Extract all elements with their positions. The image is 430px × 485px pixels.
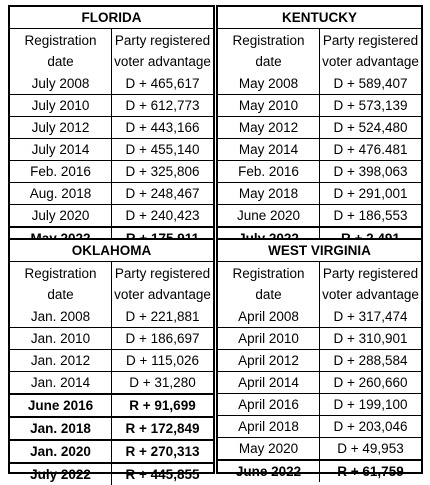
voter-advantage-cell: D + 465,617 bbox=[112, 73, 214, 95]
state-rows bbox=[10, 73, 213, 249]
table-row bbox=[218, 95, 421, 117]
voter-advantage-cell: D + 291,001 bbox=[320, 183, 422, 205]
column-header-date: Registration date bbox=[10, 29, 112, 74]
table-row bbox=[218, 328, 421, 350]
state-title: WEST VIRGINIA bbox=[218, 240, 421, 262]
state-rows bbox=[218, 306, 421, 482]
registration-date-cell: July 2022 bbox=[10, 463, 112, 485]
column-header-date: Registration date bbox=[218, 262, 320, 307]
table-row bbox=[218, 306, 421, 328]
voter-advantage-cell: R + 445,855 bbox=[112, 463, 214, 485]
voter-advantage-cell: D + 476.481 bbox=[320, 139, 422, 161]
registration-date-cell: May 2018 bbox=[218, 183, 320, 205]
table-row bbox=[10, 328, 213, 350]
registration-date-cell: July 2014 bbox=[10, 139, 112, 161]
table-row bbox=[218, 350, 421, 372]
column-header-advantage: Party registered voter advantage bbox=[112, 262, 214, 307]
voter-advantage-cell: D + 186,697 bbox=[112, 328, 214, 350]
registration-date-cell: May 2008 bbox=[218, 73, 320, 95]
registration-date-cell: May 2012 bbox=[218, 117, 320, 139]
registration-date-cell: May 2010 bbox=[218, 95, 320, 117]
state-table-kentucky bbox=[216, 5, 423, 241]
voter-advantage-cell: D + 248,467 bbox=[112, 183, 214, 205]
registration-date-cell: April 2016 bbox=[218, 394, 320, 416]
voter-advantage-cell: R + 172,849 bbox=[112, 417, 214, 440]
voter-advantage-cell: D + 310,901 bbox=[320, 328, 422, 350]
voter-advantage-cell: D + 288,584 bbox=[320, 350, 422, 372]
table-row bbox=[218, 416, 421, 438]
table-row bbox=[218, 183, 421, 205]
table-row bbox=[218, 460, 421, 482]
voter-advantage-cell: D + 443,166 bbox=[112, 117, 214, 139]
voter-advantage-cell: D + 221,881 bbox=[112, 306, 214, 328]
state-table-west-virginia bbox=[216, 238, 423, 479]
table-row bbox=[218, 161, 421, 183]
voter-advantage-cell: D + 325,806 bbox=[112, 161, 214, 183]
state-title: FLORIDA bbox=[10, 7, 213, 29]
state-title: KENTUCKY bbox=[218, 7, 421, 29]
table-row bbox=[218, 438, 421, 461]
voter-advantage-cell: D + 398,063 bbox=[320, 161, 422, 183]
registration-date-cell: April 2014 bbox=[218, 372, 320, 394]
state-rows bbox=[218, 73, 421, 249]
voter-advantage-cell: D + 573,139 bbox=[320, 95, 422, 117]
voter-advantage-cell: R + 91,699 bbox=[112, 394, 214, 417]
registration-date-cell: June 2022 bbox=[218, 460, 320, 482]
voter-advantage-cell: D + 240,423 bbox=[112, 205, 214, 228]
table-row bbox=[10, 350, 213, 372]
state-table-oklahoma bbox=[8, 238, 215, 482]
voter-advantage-cell: D + 199,100 bbox=[320, 394, 422, 416]
registration-date-cell: June 2020 bbox=[218, 205, 320, 228]
table-row bbox=[10, 183, 213, 205]
registration-date-cell: July 2020 bbox=[10, 205, 112, 228]
registration-date-cell: April 2008 bbox=[218, 306, 320, 328]
voter-advantage-cell: D + 317,474 bbox=[320, 306, 422, 328]
registration-date-cell: Jan. 2008 bbox=[10, 306, 112, 328]
voter-advantage-cell: D + 49,953 bbox=[320, 438, 422, 461]
state-table-florida bbox=[8, 5, 215, 241]
table-row bbox=[218, 372, 421, 394]
voter-advantage-cell: D + 524,480 bbox=[320, 117, 422, 139]
table-row bbox=[218, 139, 421, 161]
registration-date-cell: Feb. 2016 bbox=[218, 161, 320, 183]
voter-advantage-cell: D + 186,553 bbox=[320, 205, 422, 228]
table-row bbox=[10, 73, 213, 95]
registration-date-cell: May 2014 bbox=[218, 139, 320, 161]
table-row bbox=[10, 205, 213, 228]
voter-advantage-cell: D + 455,140 bbox=[112, 139, 214, 161]
state-title: OKLAHOMA bbox=[10, 240, 213, 262]
table-row bbox=[10, 440, 213, 463]
registration-date-cell: Jan. 2020 bbox=[10, 440, 112, 463]
table-row bbox=[10, 394, 213, 417]
table-row bbox=[218, 73, 421, 95]
table-row bbox=[10, 372, 213, 395]
registration-date-cell: July 2012 bbox=[10, 117, 112, 139]
voter-advantage-cell: D + 115,026 bbox=[112, 350, 214, 372]
registration-date-cell: April 2018 bbox=[218, 416, 320, 438]
column-header-date: Registration date bbox=[218, 29, 320, 74]
voter-advantage-cell: D + 31,280 bbox=[112, 372, 214, 395]
registration-date-cell: July 2008 bbox=[10, 73, 112, 95]
column-header-date: Registration date bbox=[10, 262, 112, 307]
column-header-advantage: Party registered voter advantage bbox=[320, 29, 422, 74]
table-row bbox=[10, 306, 213, 328]
registration-date-cell: Jan. 2014 bbox=[10, 372, 112, 395]
voter-advantage-cell: D + 612,773 bbox=[112, 95, 214, 117]
registration-date-cell: May 2020 bbox=[218, 438, 320, 461]
registration-date-cell: June 2016 bbox=[10, 394, 112, 417]
table-row bbox=[10, 117, 213, 139]
voter-advantage-cell: D + 260,660 bbox=[320, 372, 422, 394]
table-row bbox=[218, 205, 421, 228]
registration-date-cell: April 2012 bbox=[218, 350, 320, 372]
voter-advantage-cell: D + 203,046 bbox=[320, 416, 422, 438]
table-row bbox=[218, 394, 421, 416]
registration-date-cell: Aug. 2018 bbox=[10, 183, 112, 205]
table-row bbox=[10, 161, 213, 183]
column-header-advantage: Party registered voter advantage bbox=[112, 29, 214, 74]
registration-date-cell: Jan. 2012 bbox=[10, 350, 112, 372]
table-row bbox=[10, 95, 213, 117]
registration-date-cell: Feb. 2016 bbox=[10, 161, 112, 183]
state-rows bbox=[10, 306, 213, 485]
voter-advantage-cell: R + 270,313 bbox=[112, 440, 214, 463]
voter-advantage-cell: D + 589,407 bbox=[320, 73, 422, 95]
voter-advantage-cell: R + 61,759 bbox=[320, 460, 422, 482]
registration-date-cell: July 2010 bbox=[10, 95, 112, 117]
registration-date-cell: Jan. 2010 bbox=[10, 328, 112, 350]
column-header-advantage: Party registered voter advantage bbox=[320, 262, 422, 307]
table-row bbox=[10, 463, 213, 485]
registration-date-cell: Jan. 2018 bbox=[10, 417, 112, 440]
table-row bbox=[10, 139, 213, 161]
registration-date-cell: April 2010 bbox=[218, 328, 320, 350]
table-row bbox=[218, 117, 421, 139]
table-row bbox=[10, 417, 213, 440]
